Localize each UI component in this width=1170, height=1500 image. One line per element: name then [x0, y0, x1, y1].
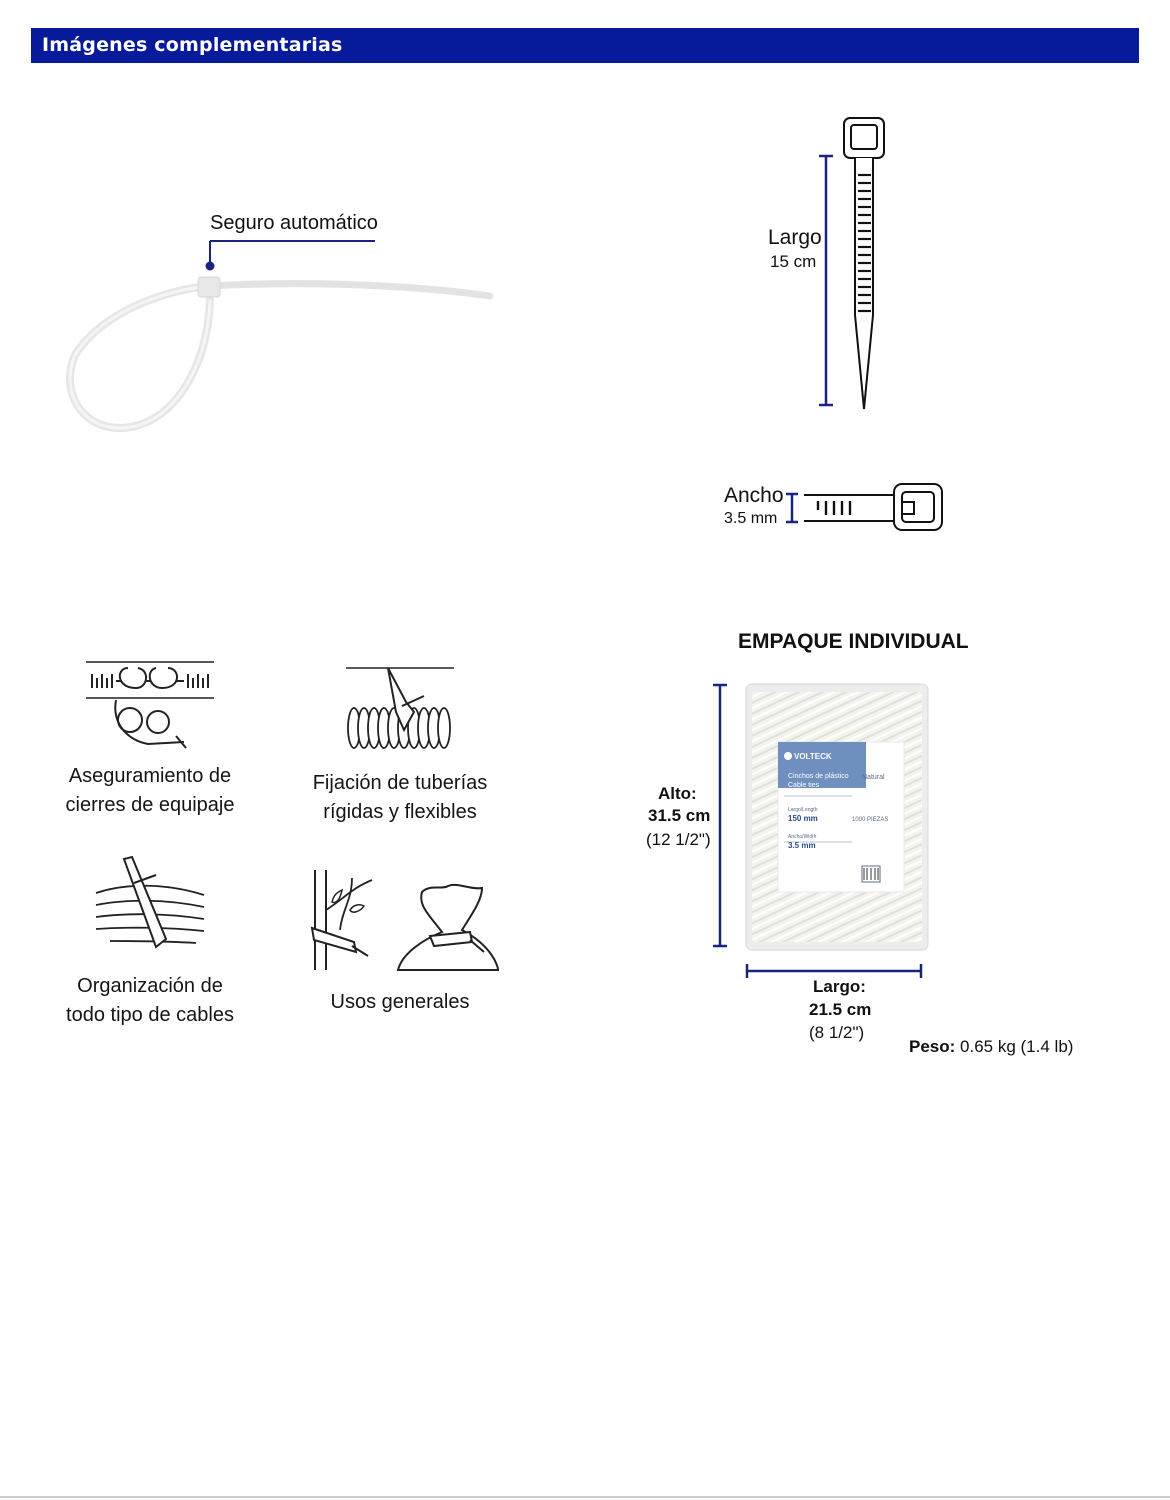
callout-line — [205, 236, 380, 272]
bag-qty: 1000 PIEZAS — [852, 817, 889, 823]
package-title: EMPAQUE INDIVIDUAL — [738, 630, 969, 653]
bag-width-small: Ancho/Width — [788, 834, 817, 840]
bag-product-line1: Cinchos de plástico — [788, 773, 849, 780]
package-height-label: Alto: — [658, 784, 697, 803]
length-label: Largo — [768, 226, 822, 249]
package-length-inches: (8 1/2") — [809, 1023, 865, 1042]
cable-tie-width-diagram — [782, 480, 947, 535]
use-general-caption: Usos generales — [330, 991, 470, 1013]
bag-length-small: Largo/Length — [788, 807, 818, 813]
package-height-value: 31.5 cm — [648, 806, 711, 825]
bag-product-line2: Cable ties — [788, 782, 820, 789]
bag-brand: VOLTECK — [794, 752, 832, 761]
cable-tie-loop-image — [60, 260, 500, 440]
bag-color: Natural — [862, 774, 885, 781]
bottom-divider — [0, 1496, 1170, 1498]
bag-width-value: 3.5 mm — [788, 841, 816, 850]
use-luggage-caption: Aseguramiento de cierres de equipaje — [65, 765, 235, 816]
general-use-icon — [312, 870, 498, 974]
package-weight: Peso: 0.65 kg (1.4 lb) — [909, 1037, 1074, 1056]
cable-bundle-icon — [96, 855, 206, 955]
package-height-dimension — [710, 682, 730, 950]
package-length-label: Largo: — [813, 977, 866, 996]
width-label: Ancho — [724, 484, 784, 507]
bag-length-value: 150 mm — [788, 814, 818, 823]
use-cables-caption: Organización de todo tipo de cables — [66, 975, 234, 1026]
package-bag-image — [742, 682, 932, 952]
pipe-tie-icon — [346, 662, 454, 754]
use-pipes-caption: Fijación de tuberías rígidas y flexibles — [312, 772, 488, 823]
section-header: Imágenes complementarias — [31, 28, 1139, 63]
cable-tie-length-diagram — [815, 115, 895, 415]
width-value: 3.5 mm — [724, 510, 778, 527]
auto-lock-callout: Seguro automático — [210, 212, 378, 234]
length-value: 15 cm — [770, 252, 817, 271]
package-height-inches: (12 1/2") — [646, 830, 711, 849]
luggage-zipper-icon — [86, 660, 214, 752]
package-length-value: 21.5 cm — [809, 1000, 872, 1019]
